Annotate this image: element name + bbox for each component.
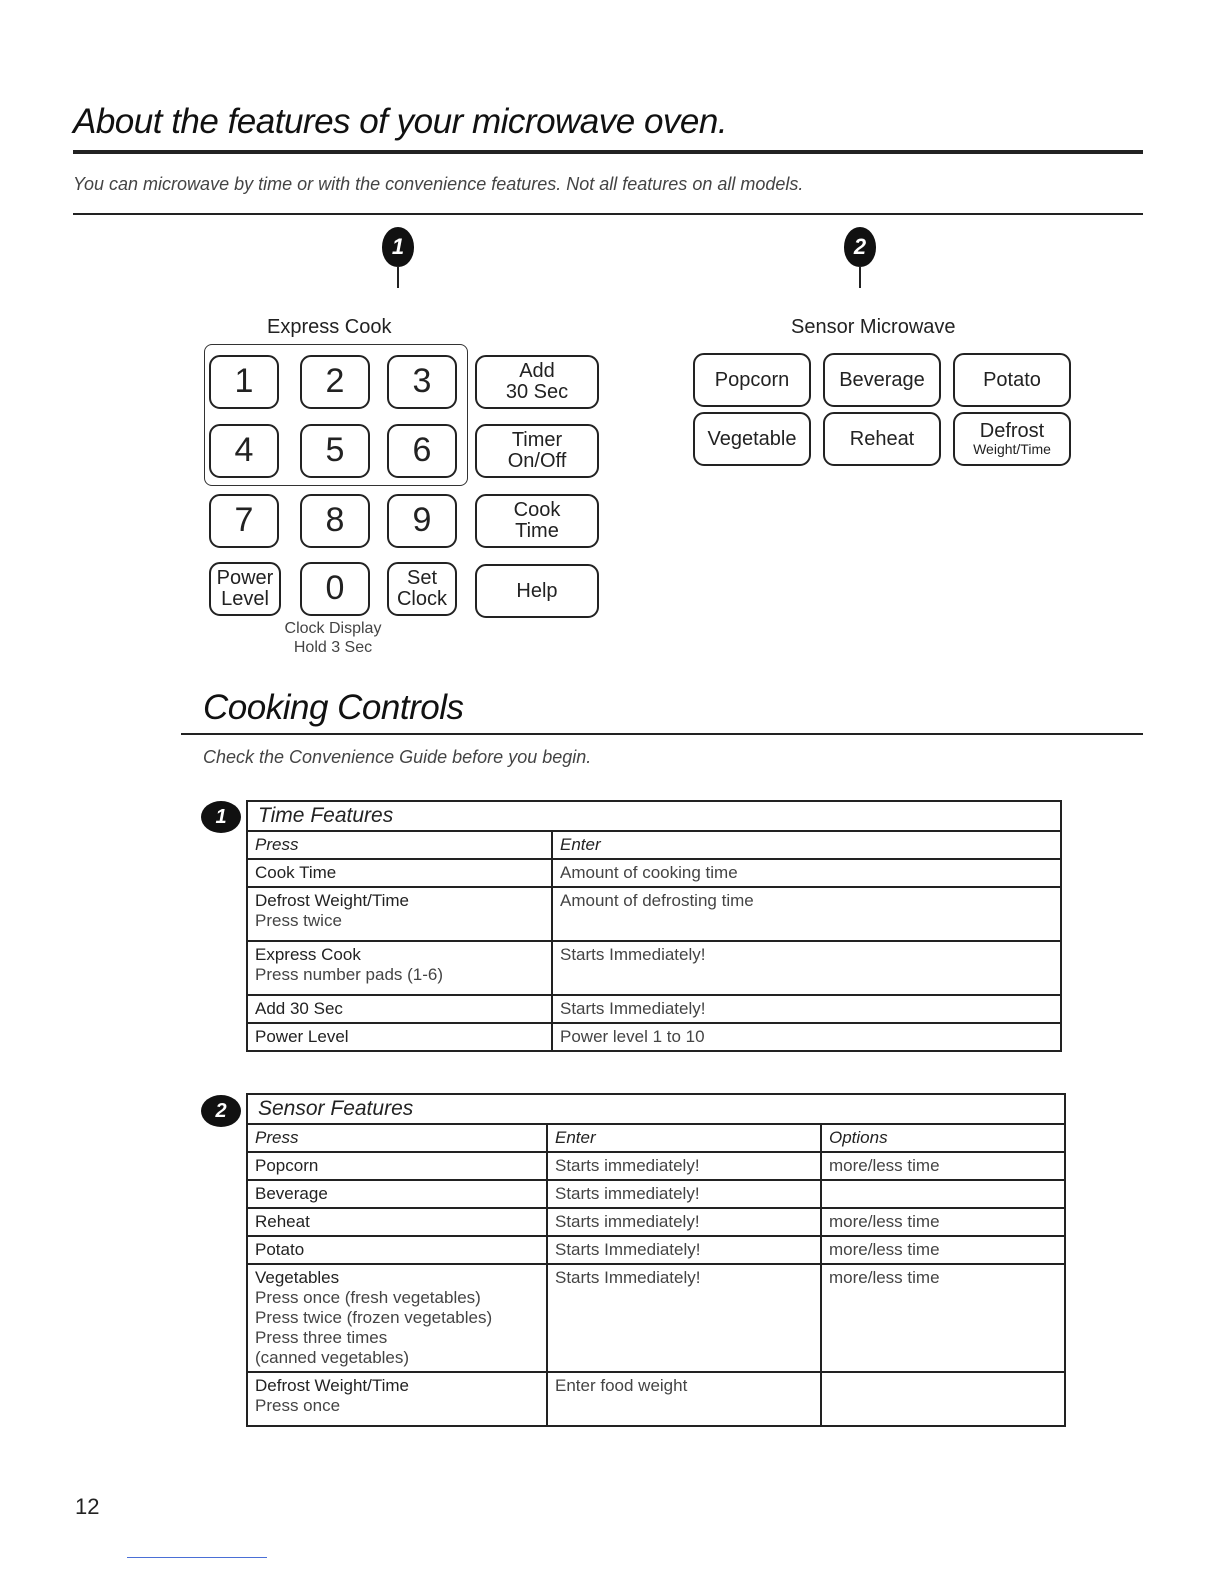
time-features-marker-icon: 1: [201, 801, 241, 833]
press-note: Press three times: [255, 1328, 388, 1347]
enter-cell: Starts Immediately!: [547, 1236, 821, 1264]
defrost-line-2: Weight/Time: [973, 441, 1051, 458]
table-row: [247, 1180, 1065, 1208]
options-cell: [821, 1180, 1065, 1208]
key-2-button[interactable]: 2: [300, 355, 370, 409]
table-row: [247, 887, 1061, 941]
cooking-controls-subtitle: Check the Convenience Guide before you begin.: [203, 747, 592, 767]
enter-cell: Starts Immediately!: [552, 995, 1061, 1023]
col-press: Press: [247, 831, 552, 859]
table-column-headers: [247, 1124, 1065, 1152]
options-cell: more/less time: [821, 1264, 1065, 1372]
press-note: Press twice (frozen vegetables): [255, 1308, 493, 1327]
press-cell: Reheat: [255, 1212, 310, 1231]
options-cell: [821, 1372, 1065, 1426]
defrost-weight-time-button[interactable]: [953, 412, 1071, 466]
enter-cell: Amount of defrosting time: [552, 887, 1061, 941]
set-clock-line-1: Set: [406, 567, 438, 589]
table-row: [247, 859, 1061, 887]
press-cell: Add 30 Sec: [255, 999, 343, 1018]
press-cell: Defrost Weight/Time: [255, 1376, 409, 1395]
press-note: Press twice: [255, 911, 342, 930]
cooking-controls-rule: [181, 733, 1143, 735]
table-row: [247, 995, 1061, 1023]
power-level-button[interactable]: [209, 562, 281, 616]
sensor-features-marker-icon: 2: [201, 1095, 241, 1127]
table-row: [247, 1152, 1065, 1180]
col-options: Options: [821, 1124, 1065, 1152]
timer-line-2: On/Off: [507, 450, 567, 472]
time-features-heading: Time Features: [247, 801, 1061, 831]
page-number: 12: [75, 1494, 100, 1519]
cook-time-button[interactable]: [475, 494, 599, 548]
cook-time-line-1: Cook: [513, 499, 561, 521]
sensor-features-table: [246, 1093, 1066, 1427]
table-row: [247, 1264, 1065, 1372]
enter-cell: Amount of cooking time: [552, 859, 1061, 887]
marker-2-stem: [859, 266, 861, 288]
marker-2-icon: 2: [844, 227, 876, 267]
table-header-row: [247, 1094, 1065, 1124]
timer-on-off-button[interactable]: [475, 424, 599, 478]
table-row: [247, 1236, 1065, 1264]
help-button[interactable]: Help: [475, 564, 599, 618]
col-enter: Enter: [552, 831, 1061, 859]
options-cell: more/less time: [821, 1152, 1065, 1180]
key-4-button[interactable]: 4: [209, 424, 279, 478]
press-cell: Power Level: [255, 1027, 349, 1046]
popcorn-button[interactable]: Popcorn: [693, 353, 811, 407]
press-note: Press number pads (1-6): [255, 965, 444, 984]
sensor-features-heading: Sensor Features: [247, 1094, 1065, 1124]
options-cell: more/less time: [821, 1208, 1065, 1236]
col-enter: Enter: [547, 1124, 821, 1152]
key-8-button[interactable]: 8: [300, 494, 370, 548]
defrost-line-1: Defrost: [979, 420, 1045, 443]
table-row: [247, 1372, 1065, 1426]
enter-cell: Starts immediately!: [547, 1152, 821, 1180]
key-5-button[interactable]: 5: [300, 424, 370, 478]
key-3-button[interactable]: 3: [387, 355, 457, 409]
footer-line: [127, 1557, 267, 1558]
page-title: About the features of your microwave oven.: [73, 102, 728, 141]
clock-display-note: [265, 619, 401, 657]
press-cell: Defrost Weight/Time: [255, 891, 409, 910]
power-level-line-2: Level: [221, 588, 269, 610]
clock-note-line-1: Clock Display: [284, 620, 382, 637]
table-row: [247, 941, 1061, 995]
set-clock-button[interactable]: [387, 562, 457, 616]
enter-cell: Enter food weight: [547, 1372, 821, 1426]
potato-button[interactable]: Potato: [953, 353, 1071, 407]
press-note: Press once: [255, 1396, 341, 1415]
add-30-sec-button[interactable]: [475, 355, 599, 409]
set-clock-line-2: Clock: [396, 588, 447, 610]
press-cell: Cook Time: [255, 863, 337, 882]
enter-cell: Starts immediately!: [547, 1208, 821, 1236]
key-9-button[interactable]: 9: [387, 494, 457, 548]
key-1-button[interactable]: 1: [209, 355, 279, 409]
press-cell: Vegetables: [255, 1268, 340, 1287]
enter-cell: Starts Immediately!: [547, 1264, 821, 1372]
timer-line-1: Timer: [511, 429, 563, 451]
col-press: Press: [247, 1124, 547, 1152]
enter-cell: Starts Immediately!: [552, 941, 1061, 995]
enter-cell: Power level 1 to 10: [552, 1023, 1061, 1051]
time-features-table: [246, 800, 1062, 1052]
enter-cell: Starts immediately!: [547, 1180, 821, 1208]
title-rule: [73, 150, 1143, 154]
express-cook-label: Express Cook: [267, 316, 392, 338]
sensor-microwave-label: Sensor Microwave: [791, 316, 956, 338]
press-cell: Potato: [255, 1240, 305, 1259]
options-cell: more/less time: [821, 1236, 1065, 1264]
table-column-headers: [247, 831, 1061, 859]
cook-time-line-2: Time: [515, 520, 559, 542]
reheat-button[interactable]: Reheat: [823, 412, 941, 466]
beverage-button[interactable]: Beverage: [823, 353, 941, 407]
key-6-button[interactable]: 6: [387, 424, 457, 478]
add-30-sec-line-2: 30 Sec: [505, 381, 569, 403]
press-cell: Beverage: [255, 1184, 328, 1203]
key-0-button[interactable]: 0: [300, 562, 370, 616]
key-7-button[interactable]: 7: [209, 494, 279, 548]
table-header-row: [247, 801, 1061, 831]
clock-note-line-2: Hold 3 Sec: [293, 639, 373, 656]
page-subtitle: You can microwave by time or with the convenience features. Not all features on all models.: [73, 174, 804, 194]
subtitle-rule: [73, 213, 1143, 215]
marker-1-icon: 1: [382, 227, 414, 267]
table-row: [247, 1208, 1065, 1236]
add-30-sec-line-1: Add: [519, 360, 555, 382]
vegetable-button[interactable]: Vegetable: [693, 412, 811, 466]
press-note: (canned vegetables): [255, 1348, 410, 1367]
table-row: [247, 1023, 1061, 1051]
press-cell: Express Cook: [255, 945, 361, 964]
cooking-controls-title: Cooking Controls: [203, 688, 464, 727]
press-cell: Popcorn: [255, 1156, 319, 1175]
press-note: Press once (fresh vegetables): [255, 1288, 481, 1307]
power-level-line-1: Power: [216, 567, 274, 589]
marker-1-stem: [397, 266, 399, 288]
